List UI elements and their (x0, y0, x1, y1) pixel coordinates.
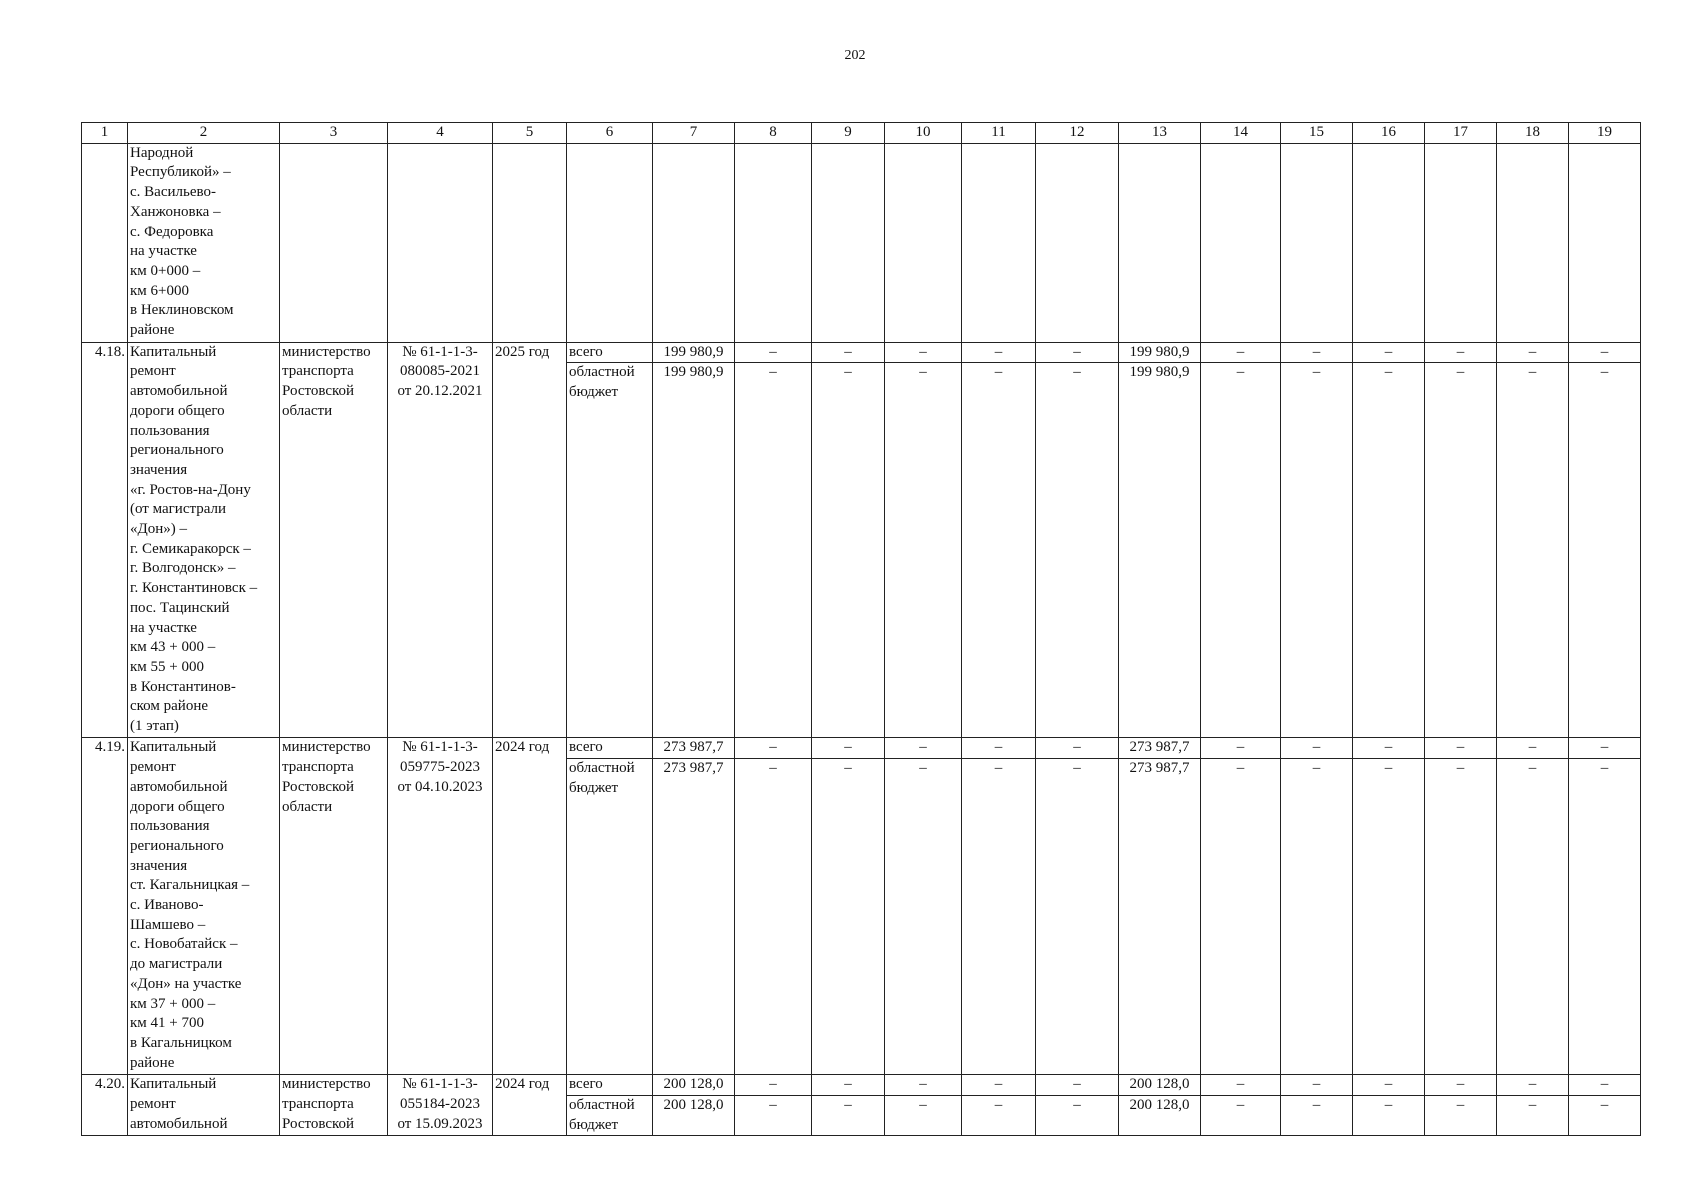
dash-cell: – (1569, 363, 1641, 738)
dash-cell: – (1281, 1075, 1353, 1096)
dash-cell: – (962, 342, 1036, 363)
dash-cell: – (1281, 759, 1353, 1075)
dash-cell: – (735, 1075, 812, 1096)
dash-cell: – (735, 1095, 812, 1135)
dash-cell: – (1281, 1095, 1353, 1135)
dash-cell: – (1036, 759, 1119, 1075)
dash-cell: – (885, 738, 962, 759)
dash-cell: – (1569, 1075, 1641, 1096)
dash-cell: – (1569, 738, 1641, 759)
dash-cell: – (962, 759, 1036, 1075)
dash-cell: – (962, 1095, 1036, 1135)
dash-cell: – (735, 738, 812, 759)
dash-cell: – (1425, 738, 1497, 759)
dash-cell: – (1201, 759, 1281, 1075)
dash-cell: – (962, 1075, 1036, 1096)
dash-cell: – (1353, 1075, 1425, 1096)
dash-cell: – (1497, 738, 1569, 759)
object-description: Капитальный ремонт автомобильной дороги общего пользования регионального значения ст. Кагальницкая – с. Иваново- Шамшево – с. Новобатайск – до магистрали «Дон» на участке км 37 + 000 – км 41 + 700 в Кагальницком районе (130, 739, 250, 1071)
dash-cell: – (1569, 759, 1641, 1075)
dash-cell: – (1036, 363, 1119, 738)
dash-cell: – (1425, 342, 1497, 363)
dash-cell: – (735, 363, 812, 738)
dash-cell: – (812, 363, 885, 738)
dash-cell: – (1281, 363, 1353, 738)
row-number: 4.18. (82, 342, 128, 738)
table-row (82, 342, 1641, 363)
dash-cell: – (1201, 342, 1281, 363)
dash-cell: – (885, 1075, 962, 1096)
object-description: Капитальный ремонт автомобильной дороги общего пользования регионального значения «г. Ростов-на-Дону (от магистрали «Дон») – г. Семикаракорск – г. Волгодонск» – г. Константиновск – пос. Тацинский на участке км 43 + 000 – км 55 + 000 в Константинов- ском районе (1 этап) (130, 343, 258, 735)
value-col7: 199 980,9 (653, 342, 735, 363)
value-col13: 273 987,7 (1119, 759, 1201, 1075)
table-row (82, 1075, 1641, 1096)
dash-cell: – (1353, 342, 1425, 363)
col-header: 12 (1036, 123, 1119, 144)
value-col7: 200 128,0 (653, 1075, 735, 1096)
value-col13: 200 128,0 (1119, 1095, 1201, 1135)
dash-cell: – (1201, 1075, 1281, 1096)
col-header: 9 (812, 123, 885, 144)
dash-cell: – (962, 363, 1036, 738)
executor: министерство транспорта Ростовской (282, 1076, 371, 1132)
dash-cell: – (812, 759, 885, 1075)
dash-cell: – (1201, 363, 1281, 738)
col-header: 11 (962, 123, 1036, 144)
dash-cell: – (1036, 1075, 1119, 1096)
dash-cell: – (1425, 1075, 1497, 1096)
document-ref: № 61-1-1-3- 080085-2021 от 20.12.2021 (397, 343, 483, 400)
table-row-continued (82, 143, 1641, 342)
col-header: 17 (1425, 123, 1497, 144)
col-header: 19 (1569, 123, 1641, 144)
dash-cell: – (1201, 1095, 1281, 1135)
dash-cell: – (735, 342, 812, 363)
col-header: 7 (653, 123, 735, 144)
table-row (82, 738, 1641, 759)
object-description: Народной Республикой» – с. Васильево- Ханжоновка – с. Федоровка на участке км 0+000 – км 6+000 в Неклиновском районе (130, 144, 234, 339)
dash-cell: – (1036, 1095, 1119, 1135)
value-col7: 273 987,7 (653, 759, 735, 1075)
dash-cell: – (1353, 759, 1425, 1075)
dash-cell: – (1497, 1075, 1569, 1096)
dash-cell: – (1425, 1095, 1497, 1135)
value-col7: 199 980,9 (653, 363, 735, 738)
dash-cell: – (1036, 342, 1119, 363)
budget-table (81, 122, 1641, 1136)
dash-cell: – (1353, 738, 1425, 759)
dash-cell: – (885, 342, 962, 363)
dash-cell: – (812, 1075, 885, 1096)
funding-source: всего (567, 1075, 653, 1096)
value-col13: 199 980,9 (1119, 363, 1201, 738)
dash-cell: – (1569, 1095, 1641, 1135)
col-header: 4 (388, 123, 493, 144)
col-header: 14 (1201, 123, 1281, 144)
document-ref: № 61-1-1-3- 055184-2023 от 15.09.2023 (397, 1076, 483, 1132)
dash-cell: – (1353, 363, 1425, 738)
col-header: 6 (567, 123, 653, 144)
value-col13: 200 128,0 (1119, 1075, 1201, 1096)
value-col13: 199 980,9 (1119, 342, 1201, 363)
funding-source: всего (567, 738, 653, 759)
col-header: 3 (280, 123, 388, 144)
dash-cell: – (1036, 738, 1119, 759)
dash-cell: – (1497, 759, 1569, 1075)
dash-cell: – (885, 759, 962, 1075)
row-number: 4.20. (82, 1075, 128, 1136)
dash-cell: – (812, 342, 885, 363)
dash-cell: – (1281, 342, 1353, 363)
col-header: 2 (128, 123, 280, 144)
executor: министерство транспорта Ростовской области (282, 739, 371, 815)
col-header: 16 (1353, 123, 1425, 144)
col-header: 10 (885, 123, 962, 144)
col-header: 5 (493, 123, 567, 144)
dash-cell: – (1425, 363, 1497, 738)
dash-cell: – (1201, 738, 1281, 759)
year: 2025 год (493, 342, 567, 738)
funding-source: областной бюджет (567, 1095, 653, 1135)
dash-cell: – (962, 738, 1036, 759)
value-col7: 200 128,0 (653, 1095, 735, 1135)
dash-cell: – (1497, 363, 1569, 738)
dash-cell: – (1497, 1095, 1569, 1135)
page-number: 202 (844, 48, 866, 63)
dash-cell: – (1497, 342, 1569, 363)
dash-cell: – (1281, 738, 1353, 759)
funding-source: областной бюджет (567, 759, 653, 1075)
dash-cell: – (812, 738, 885, 759)
executor: министерство транспорта Ростовской области (282, 343, 371, 419)
year: 2024 год (493, 738, 567, 1075)
col-header: 8 (735, 123, 812, 144)
col-header: 15 (1281, 123, 1353, 144)
dash-cell: – (885, 363, 962, 738)
value-col13: 273 987,7 (1119, 738, 1201, 759)
col-header: 1 (82, 123, 128, 144)
dash-cell: – (1353, 1095, 1425, 1135)
dash-cell: – (1569, 342, 1641, 363)
col-header: 18 (1497, 123, 1569, 144)
col-header: 13 (1119, 123, 1201, 144)
header-row (82, 123, 1641, 144)
dash-cell: – (1425, 759, 1497, 1075)
funding-source: всего (567, 342, 653, 363)
year: 2024 год (493, 1075, 567, 1136)
row-number: 4.19. (82, 738, 128, 1075)
dash-cell: – (812, 1095, 885, 1135)
document-ref: № 61-1-1-3- 059775-2023 от 04.10.2023 (397, 739, 483, 795)
object-description: Капитальный ремонт автомобильной (130, 1076, 228, 1132)
funding-source: областной бюджет (567, 363, 653, 738)
dash-cell: – (735, 759, 812, 1075)
dash-cell: – (885, 1095, 962, 1135)
value-col7: 273 987,7 (653, 738, 735, 759)
